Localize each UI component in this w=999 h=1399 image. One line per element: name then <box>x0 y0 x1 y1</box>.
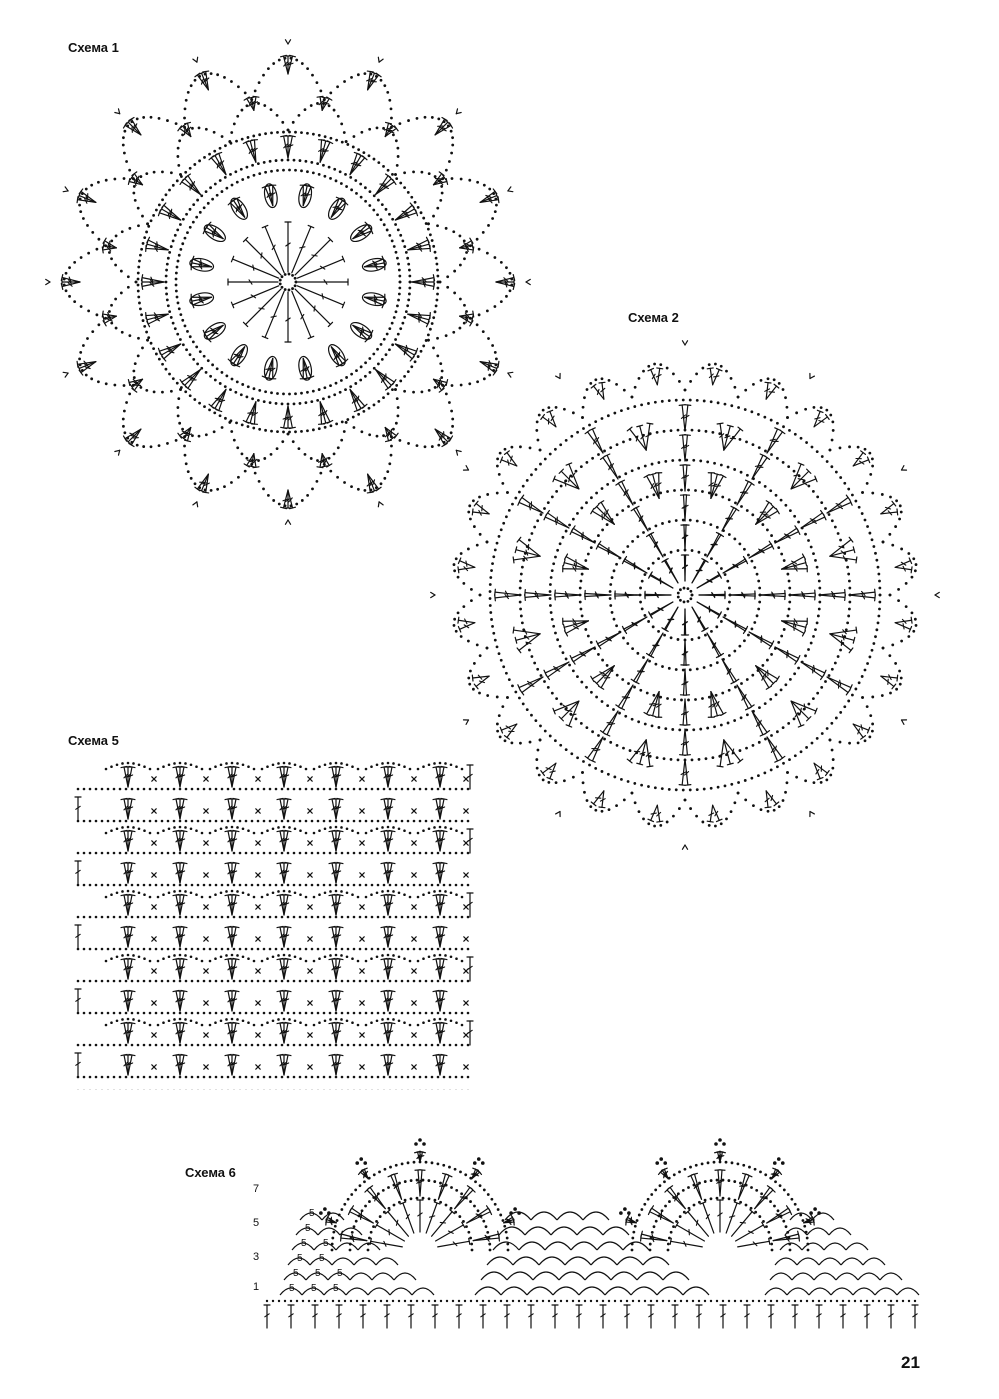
scheme-6-row-number: 7 <box>253 1183 260 1195</box>
scheme-6-chain-count: 5 <box>333 1283 339 1294</box>
scheme-1-label: Схема 1 <box>68 40 119 55</box>
scheme-6-chain-count: 5 <box>297 1253 303 1264</box>
scheme-2-doily-diagram <box>430 335 950 865</box>
scheme-2-symbols <box>431 341 940 850</box>
scheme-6-chain-count: 5 <box>311 1283 317 1294</box>
scheme-6-chain-count: 5 <box>301 1238 307 1249</box>
scheme-6-chain-count: 5 <box>305 1223 311 1234</box>
scheme-6-row-number: 3 <box>253 1251 260 1263</box>
scheme-6-chain-count: 5 <box>323 1238 329 1249</box>
scheme-6-chain-count: 5 <box>309 1208 315 1219</box>
scheme-6-symbols <box>253 1138 919 1328</box>
scheme-5-symbols <box>75 762 473 1090</box>
scheme-6-chain-count: 5 <box>289 1283 295 1294</box>
scheme-5-label: Схема 5 <box>68 733 119 748</box>
page-number: 21 <box>901 1353 920 1372</box>
scheme-5-pattern-diagram <box>60 745 490 1090</box>
scheme-6-edging-diagram <box>245 1100 935 1330</box>
scheme-6-row-number: 1 <box>253 1281 260 1293</box>
scheme-6-row-number: 5 <box>253 1217 260 1229</box>
scheme-2-label: Схема 2 <box>628 310 679 325</box>
scheme-6-chain-count: 5 <box>315 1268 321 1279</box>
scheme-6-chain-count: 5 <box>319 1253 325 1264</box>
scheme-6-label: Схема 6 <box>185 1165 236 1180</box>
scheme-6-chain-count: 5 <box>337 1268 343 1279</box>
scheme-6-chain-count: 5 <box>293 1268 299 1279</box>
